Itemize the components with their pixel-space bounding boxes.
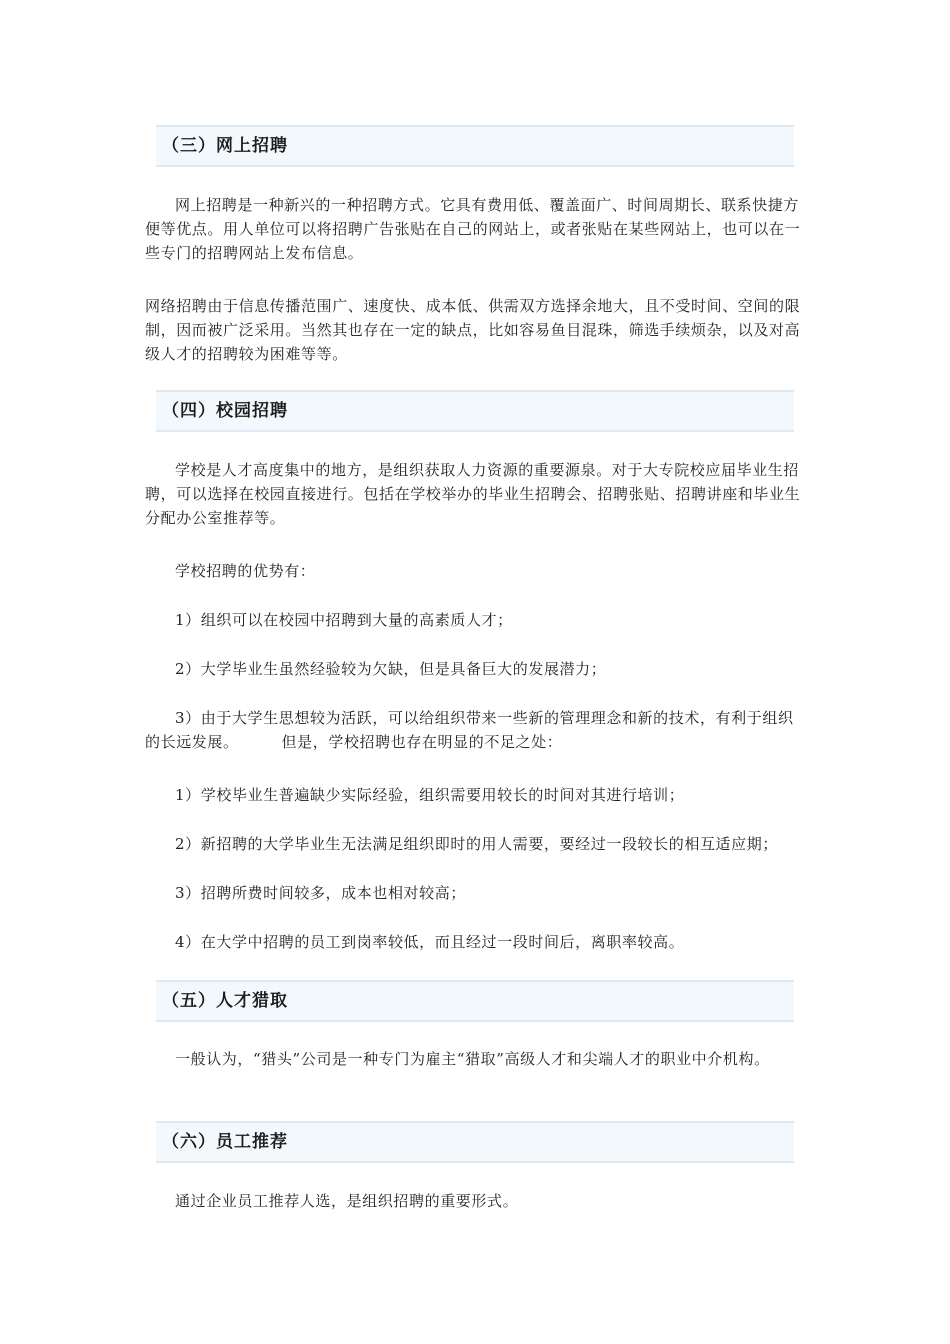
list-item: 2）大学毕业生虽然经验较为欠缺，但是具备巨大的发展潜力； (175, 660, 607, 678)
paragraph: 学校是人才高度集中的地方，是组织获取人力资源的重要源泉。对于大专院校应届毕业生招聘，可以选择在校园直接进行。包括在学校举办的毕业生招聘会、招聘张贴、招聘讲座和毕业生分配办公室推荐等。 (145, 461, 801, 527)
section-heading-campus-recruitment: （四）校园招聘 (156, 390, 794, 432)
paragraph: 网络招聘由于信息传播范围广、速度快、成本低、供需双方选择余地大，且不受时间、空间的限制，因而被广泛采用。当然其也存在一定的缺点，比如容易鱼目混珠，筛选手续烦杂，以及对高级人才的招聘较为困难等等。 (145, 297, 801, 363)
paragraph: 通过企业员工推荐人选，是组织招聘的重要形式。 (175, 1192, 519, 1210)
section-heading-employee-referral: （六）员工推荐 (156, 1121, 794, 1163)
paragraph: 网上招聘是一种新兴的一种招聘方式。它具有费用低、覆盖面广、时间周期长、联系快捷方便等优点。用人单位可以将招聘广告张贴在自己的网站上，或者张贴在某些网站上，也可以在一些专门的招聘网站上发布信息。 (145, 196, 801, 262)
list-item: 3）招聘所费时间较多，成本也相对较高； (175, 884, 466, 902)
list-item: 1）学校毕业生普遍缺少实际经验，组织需要用较长的时间对其进行培训； (175, 786, 685, 804)
section-heading-headhunting: （五）人才猎取 (156, 980, 794, 1022)
list-item: 1）组织可以在校园中招聘到大量的高素质人才； (175, 611, 513, 629)
paragraph: 一般认为，“猎头”公司是一种专门为雇主“猎取”高级人才和尖端人才的职业中介机构。 (175, 1050, 770, 1068)
list-item: 3）由于大学生思想较为活跃，可以给组织带来一些新的管理理念和新的技术，有利于组织的长远发展。 但是，学校招聘也存在明显的不足之处： (145, 709, 794, 751)
section-heading-online-recruitment: （三）网上招聘 (156, 125, 794, 167)
list-item: 2）新招聘的大学毕业生无法满足组织即时的用人需要，要经过一段较长的相互适应期； (175, 835, 778, 853)
paragraph: 学校招聘的优势有： (175, 562, 316, 580)
list-item: 4）在大学中招聘的员工到岗率较低，而且经过一段时间后，离职率较高。 (175, 933, 685, 951)
